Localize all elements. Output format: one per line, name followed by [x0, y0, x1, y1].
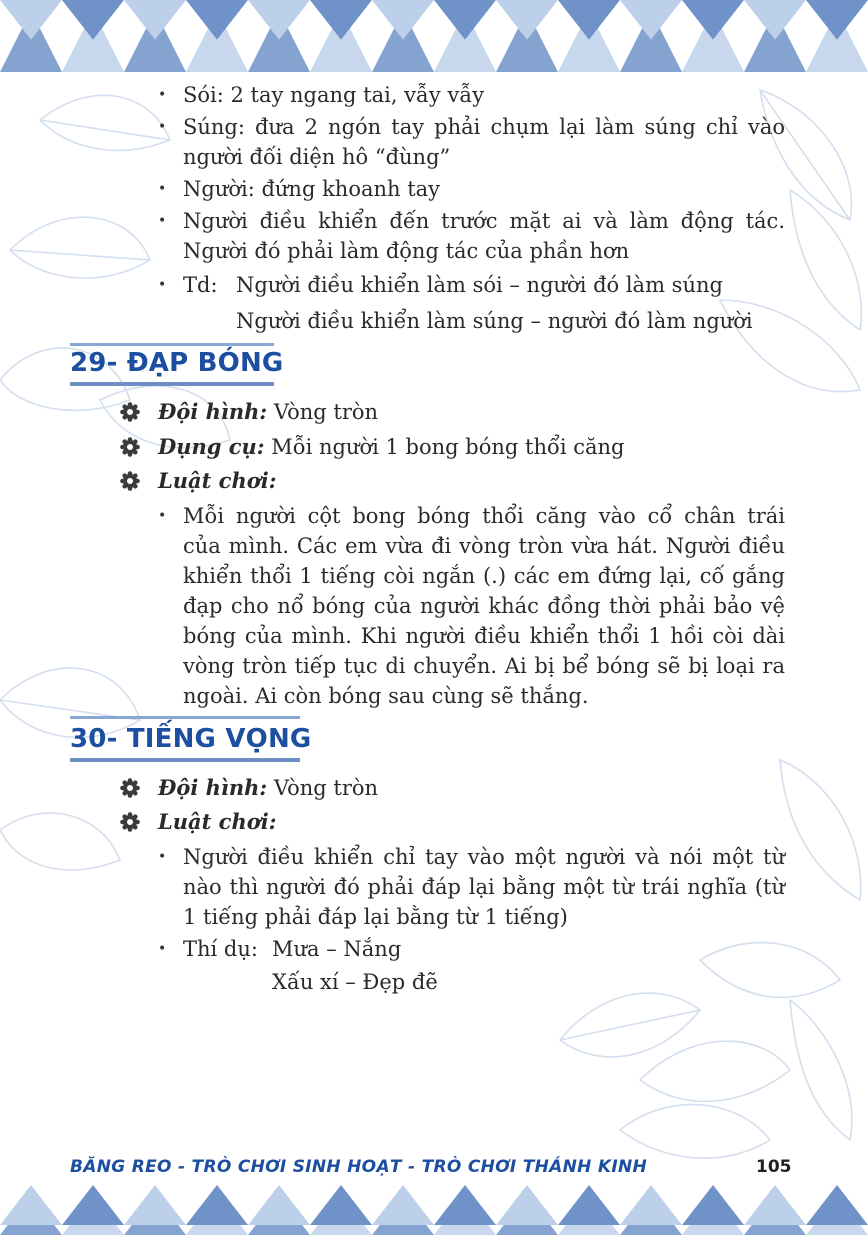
- triangle-shape: [248, 0, 310, 40]
- triangle-shape: [310, 0, 372, 40]
- triangle-shape: [744, 0, 806, 40]
- title-rule-top: [70, 343, 274, 346]
- triangle-shape: [62, 1185, 124, 1225]
- bullet-icon: •: [158, 508, 167, 524]
- triangle-shape: [0, 0, 62, 40]
- triangle-shape: [806, 1185, 868, 1225]
- triangle-shape: [682, 0, 744, 40]
- flower-bullet-icon: [120, 437, 140, 457]
- example-label: Td:: [183, 273, 218, 297]
- rules-paragraph: Người điều khiển chỉ tay vào một người và nói một từ nào thì người đó phải đáp lại bằng một từ trái nghĩa (từ 1 tiếng phải đáp lại bằng từ 1 tiếng): [183, 845, 785, 929]
- section-title: 30- TIẾNG VỌNG: [70, 724, 312, 754]
- triangle-shape: [124, 0, 186, 40]
- bottom-triangle-border: [0, 1185, 868, 1235]
- top-triangle-border: [0, 0, 868, 72]
- triangle-shape: [620, 1185, 682, 1225]
- triangle-shape: [186, 1185, 248, 1225]
- bullet-icon: •: [158, 213, 167, 229]
- triangle-shape: [310, 1185, 372, 1225]
- example-line: Mưa – Nắng: [272, 937, 402, 961]
- triangle-shape: [434, 1185, 496, 1225]
- example-line: Người điều khiển làm sói – người đó làm súng: [236, 273, 723, 297]
- flower-bullet-icon: [120, 778, 140, 798]
- triangle-shape: [682, 1185, 744, 1225]
- title-rule-top: [70, 716, 300, 719]
- triangle-shape: [744, 1185, 806, 1225]
- triangle-shape: [124, 1185, 186, 1225]
- list-item: Súng: đưa 2 ngón tay phải chụm lại làm súng chỉ vào người đối diện hô “đùng”: [183, 115, 785, 169]
- triangle-shape: [248, 1185, 310, 1225]
- triangle-shape: [496, 1185, 558, 1225]
- rules-paragraph: Mỗi người cột bong bóng thổi căng vào cổ chân trái của mình. Các em vừa đi vòng tròn vừa hát. Người điều khiển thổi 1 tiếng còi ngắn (.) các em đứng lại, cố gắng đạp cho nổ bóng của người khác đồng thời phải bảo vệ bóng của mình. Khi người điều khiển thổi 1 hồi còi dài vòng tròn tiếp tục di chuyển. Ai bị bể bóng sẽ bị loại ra ngoài. Ai còn bóng sau cùng sẽ thắng.: [183, 504, 785, 708]
- bullet-icon: •: [158, 941, 167, 957]
- flower-bullet-icon: [120, 471, 140, 491]
- bullet-icon: •: [158, 87, 167, 103]
- bullet-icon: •: [158, 181, 167, 197]
- page-number: 105: [756, 1157, 792, 1177]
- footer-book-title: BĂNG REO - TRÒ CHƠI SINH HOẠT - TRÒ CHƠI THÁNH KINH: [70, 1157, 648, 1177]
- triangle-shape: [558, 0, 620, 40]
- triangle-shape: [620, 0, 682, 40]
- title-rule-bottom: [70, 758, 300, 762]
- triangle-shape: [496, 0, 558, 40]
- title-rule-bottom: [70, 382, 274, 386]
- list-item: Người điều khiển đến trước mặt ai và làm động tác. Người đó phải làm động tác của phần hơn: [183, 209, 785, 263]
- bullet-icon: •: [158, 119, 167, 135]
- flower-bullet-icon: [120, 402, 140, 422]
- example-line: Người điều khiển làm súng – người đó làm người: [236, 309, 753, 333]
- triangle-shape: [372, 1185, 434, 1225]
- triangle-shape: [558, 1185, 620, 1225]
- section-title: 29- ĐẠP BÓNG: [70, 348, 284, 378]
- bullet-icon: •: [158, 277, 167, 293]
- triangle-shape: [434, 0, 496, 40]
- triangle-shape: [62, 0, 124, 40]
- triangle-shape: [372, 0, 434, 40]
- triangle-shape: [0, 1185, 62, 1225]
- example-label: Thí dụ:: [183, 937, 258, 961]
- triangle-shape: [186, 0, 248, 40]
- triangle-shape: [806, 0, 868, 40]
- example-line: Xấu xí – Đẹp đẽ: [272, 970, 438, 994]
- flower-bullet-icon: [120, 812, 140, 832]
- bullet-icon: •: [158, 849, 167, 865]
